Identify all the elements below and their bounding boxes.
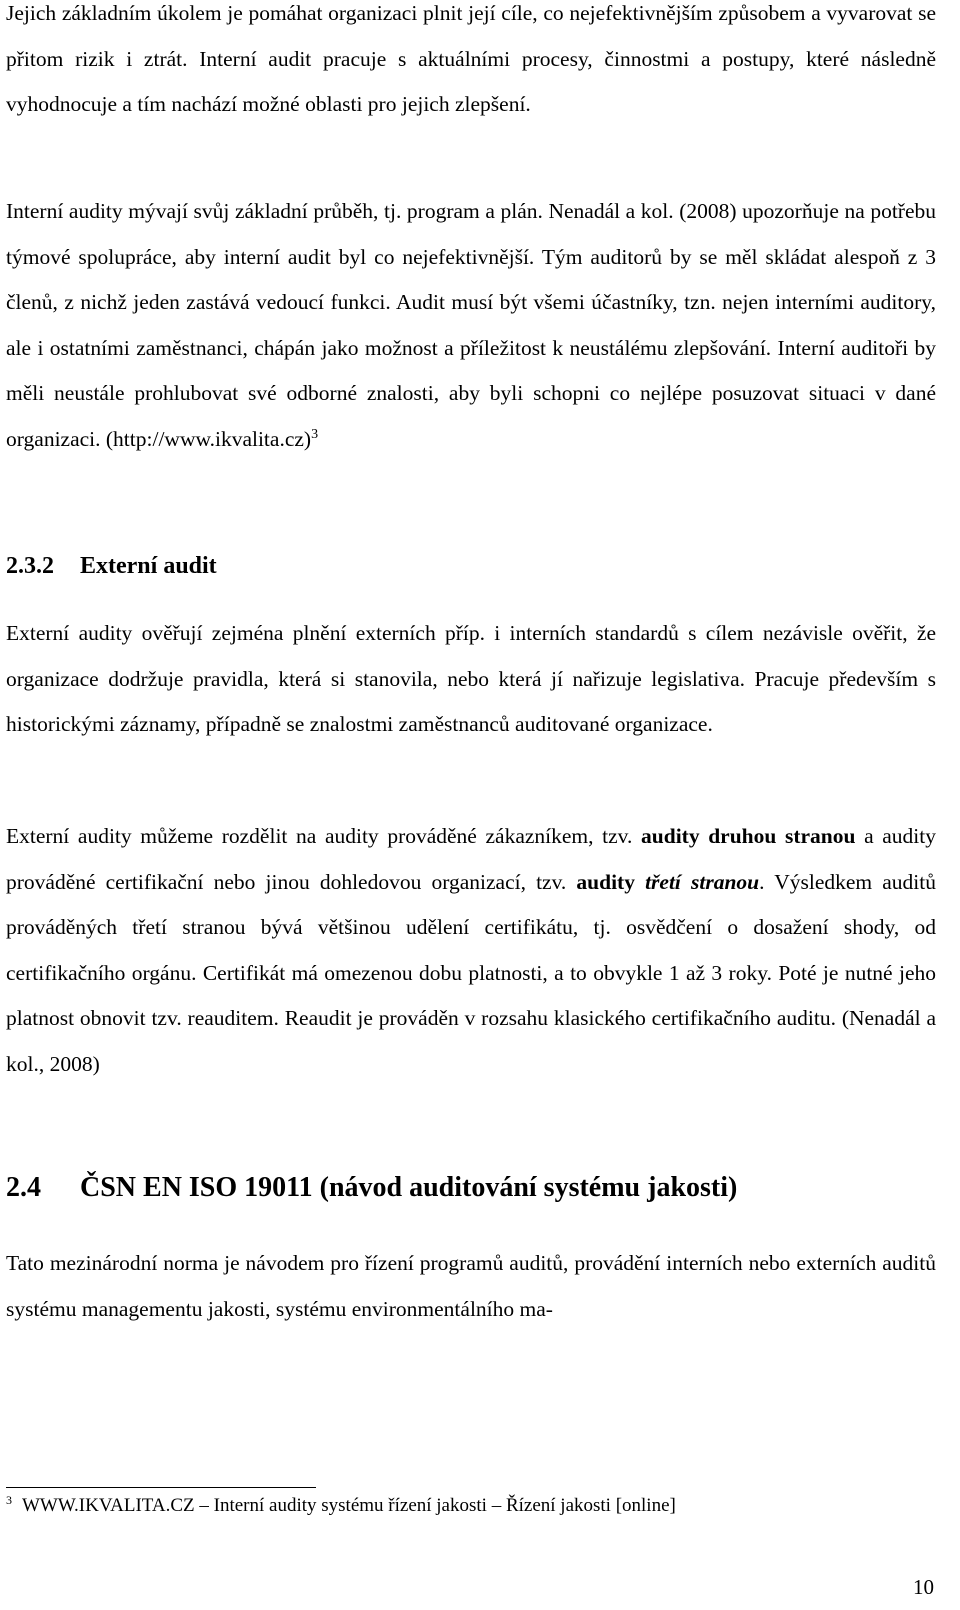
term-third-party <box>576 870 759 894</box>
footnote-text: WWW.IKVALITA.CZ – Interní audity systému řízení jakosti – Řízení jakosti [online] <box>22 1495 676 1516</box>
footnote-divider <box>6 1487 316 1488</box>
text-segment: Externí audity můžeme rozdělit na audity prováděné zákazníkem, tzv. <box>6 824 642 848</box>
footnote <box>6 1493 936 1519</box>
footnote-reference: 3 <box>311 426 319 442</box>
footnote-mark: 3 <box>6 1492 12 1507</box>
paragraph-internal-audits <box>6 189 936 462</box>
section-title: ČSN EN ISO 19011 (návod auditování systému jakosti) <box>80 1172 738 1203</box>
paragraph-iso-norm: Tato mezinárodní norma je návodem pro řízení programů auditů, provádění interních nebo externích auditů systému managementu jakosti, systému environmentálního ma- <box>6 1251 936 1321</box>
paragraph-external-audits: Externí audity ověřují zejména plnění externích příp. i interních standardů s cílem nezávisle ověřit, že organizace dodržuje pravidla, která si stanovila, nebo která jí nařizuje legislativa. Pracuje především s historickými záznamy, případně se znalostmi zaměstnanců auditované organizace. <box>6 621 936 736</box>
paragraph-internal-audits-text: Interní audity mývají svůj základní průběh, tj. program a plán. Nenadál a kol. (2008) upozorňuje na potřebu týmové spolupráce, aby interní audit byl co nejefektivnější. Tým auditorů by se měl skládat alespoň z 3 členů, z nichž jeden zastává vedoucí funkci. Audit musí být všemi účastníky, tzn. nejen interními auditory, ale i ostatními zaměstnanci, chápán jako možnost a příležitost k neustálému zlepšování. Interní auditoři by měli neustále prohlubovat své odborné znalosti, aby byli schopni co nejlépe posuzovat situaci v dané organizaci. (http://www.ikvalita.cz) <box>6 199 936 451</box>
term-third-party-prefix: audity <box>576 869 646 894</box>
page-number: 10 <box>913 1575 934 1599</box>
text-segment: . Výsledkem auditů prováděných třetí stranou bývá většinou udělení certifikátu, tj. osvědčení o dosažení shody, od certifikačního orgánu. Certifikát má omezenou dobu platnosti, a to obvykle 1 až 3 roky. Poté je nutné jeho platnost obnovit tzv. reauditem. Reaudit je prováděn v rozsahu klasického certifikačního auditu. (Nenadál a kol., 2008) <box>6 869 936 1076</box>
term-third-party-italic: třetí stranou <box>645 869 760 894</box>
section-heading-external-audit <box>6 553 217 580</box>
section-heading-iso-19011 <box>6 1172 737 1204</box>
paragraph-audit-types <box>6 814 936 1087</box>
paragraph-intro: Jejich základním úkolem je pomáhat organizaci plnit její cíle, co nejefektivnějším způsobem a vyvarovat se přitom rizik i ztrát. Interní audit pracuje s aktuálními procesy, činnostmi a postupy, které následně vyhodnocuje a tím nachází možné oblasti pro jejich zlepšení. <box>6 1 936 116</box>
section-number: 2.4 <box>6 1172 41 1203</box>
term-second-party: audity druhou stranou <box>641 824 856 848</box>
text-segment: a audity prováděné certifikační nebo jinou dohledovou organizací, tzv. <box>6 824 936 894</box>
section-title: Externí audit <box>80 553 217 579</box>
section-number: 2.3.2 <box>6 553 54 579</box>
